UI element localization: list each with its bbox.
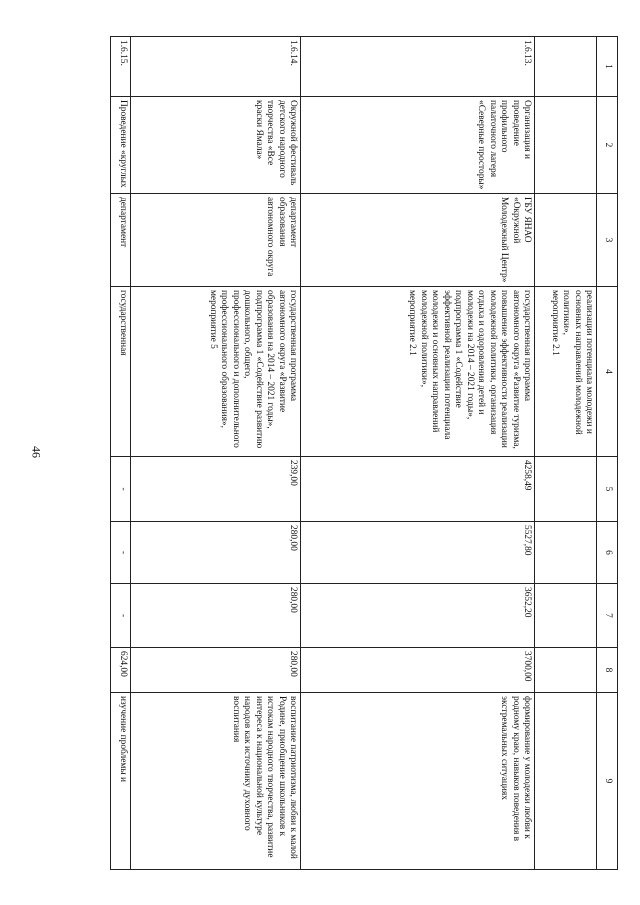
program-source: государственная программа автономного округа «Развитие образования на 2014 – 2021 годы», подпрограмма 1 «Содействие развитию дошкольного, общего, профессионального и дополнительного профессионального образования», мероприятие 5	[131, 287, 301, 457]
funding-col5: -	[111, 457, 131, 522]
row-number: 1.6.15.	[111, 37, 131, 97]
header-cell: 6	[597, 522, 618, 584]
funding-col8: 280,00	[131, 648, 301, 693]
funding-col7: -	[111, 584, 131, 648]
funding-col5: 239,00	[131, 457, 301, 522]
executor: ГБУ ЯНАО «Окружной Молодежный Центр»	[301, 194, 535, 287]
executor: департамент образования автономного округа	[131, 194, 301, 287]
header-cell: 4	[597, 287, 618, 457]
header-cell: 8	[597, 648, 618, 693]
expected-result: воспитание патриотизма, любви к малой Родине, приобщение школьников к истокам народного творчества, развитие интереса к национальной культуре народов как источнику духовного воспитания	[131, 693, 301, 870]
funding-col5: 4258,49	[301, 457, 535, 522]
event-name: Окружной фестиваль детского народного творчества «Все краски Ямала»	[131, 97, 301, 194]
funding-col7: 280,00	[131, 584, 301, 648]
program-source: государственная	[111, 287, 131, 457]
row-number	[535, 37, 597, 97]
funding-col7: 3652,20	[301, 584, 535, 648]
header-row	[597, 37, 618, 870]
header-cell: 7	[597, 584, 618, 648]
table-row	[111, 37, 131, 870]
program-source: государственная программа автономного округа «Развитие туризма, повышение эффективности реализации молодежной политики, организация отдыха и оздоровления детей и молодежи на 2014 – 2021 годы», подпрограмма 1 «Содействие эффективной реализации потенциала молодежи и основных направлений молодежной политики», мероприятие 2.1	[301, 287, 535, 457]
table-row	[535, 37, 597, 870]
event-name: Организация и проведение профильного палаточного лагеря «Северные просторы»	[301, 97, 535, 194]
funding-col6: 5527,80	[301, 522, 535, 584]
funding-col7	[535, 584, 597, 648]
header-cell: 9	[597, 693, 618, 870]
expected-result: формирование у молодежи любви к родному краю, навыков поведения в экстремальных ситуациях	[301, 693, 535, 870]
funding-col8: 3700,00	[301, 648, 535, 693]
expected-result: изучение проблемы и	[111, 693, 131, 870]
rotated-table-page	[102, 36, 618, 869]
table-row	[301, 37, 535, 870]
executor: департамент	[111, 194, 131, 287]
table-row	[131, 37, 301, 870]
header-cell: 5	[597, 457, 618, 522]
funding-col8	[535, 648, 597, 693]
row-number: 1.6.13.	[301, 37, 535, 97]
expected-result	[535, 693, 597, 870]
header-cell: 1	[597, 37, 618, 97]
event-name	[535, 97, 597, 194]
page-number: 46	[29, 446, 44, 458]
header-cell: 3	[597, 194, 618, 287]
funding-col6: -	[111, 522, 131, 584]
header-cell: 2	[597, 97, 618, 194]
event-name: Проведение «круглых	[111, 97, 131, 194]
funding-col6: 280,00	[131, 522, 301, 584]
executor	[535, 194, 597, 287]
events-table	[110, 36, 618, 870]
funding-col6	[535, 522, 597, 584]
program-source: реализации потенциала молодежи и основных направлений молодежной политики», мероприятие 2.1	[535, 287, 597, 457]
funding-col8: 624,00	[111, 648, 131, 693]
funding-col5	[535, 457, 597, 522]
row-number: 1.6.14.	[131, 37, 301, 97]
